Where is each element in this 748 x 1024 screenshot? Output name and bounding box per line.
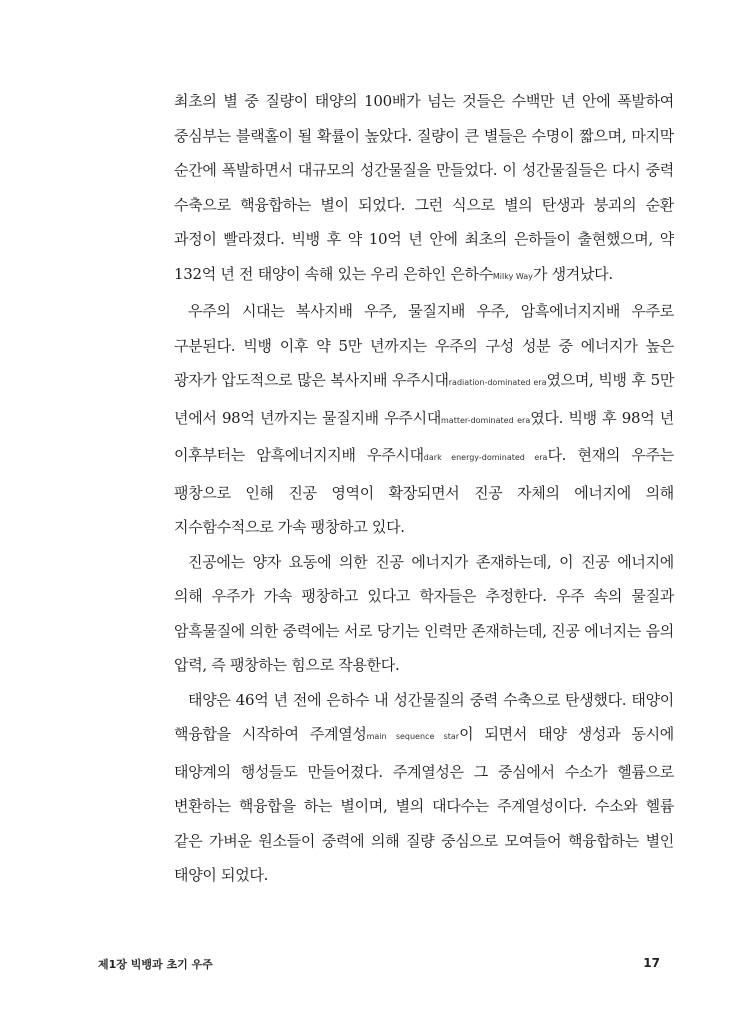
page-body xyxy=(174,84,674,893)
chapter-title: 제1장 빅뱅과 초기 우주 xyxy=(98,958,213,971)
paragraph-2-text-2: 였으며, 빅뱅 후 5만 년에서 98억 년까지는 물질지배 우주시대 xyxy=(174,371,675,427)
paragraph-3 xyxy=(174,545,674,683)
gloss-matter-dominated-era: matter-dominated era xyxy=(441,415,531,425)
paragraph-1 xyxy=(174,84,674,294)
gloss-main-sequence-star: main sequence star xyxy=(366,732,460,741)
paragraph-2-text-3: 였다. 빅뱅 후 98억 년 이후부터는 암흑에너지지배 우주시대 xyxy=(174,408,674,464)
paragraph-2 xyxy=(174,294,674,545)
paragraph-1-text-2: 가 생겨났다. xyxy=(532,264,613,283)
paragraph-4-text-2: 이 되면서 태양 생성과 동시에 태양계의 행성들도 만들어졌다. 주계열성은 그 중심에서 수소가 헬륨으로 변환하는 핵융합을 하는 별이며, 별의 대다수는 주계열성이다. 수소와 헬륨 같은 가벼운 원소들이 중력에 의해 질량 중심으로 모여들어 핵융합하는 별인 태양이 되었다. xyxy=(174,725,674,884)
paragraph-1-text-1: 최초의 별 중 질량이 태양의 100배가 넘는 것들은 수백만 년 안에 폭발하여 중심부는 블랙홀이 될 확률이 높았다. 질량이 큰 별들은 수명이 짧으며, 마지막 순간에 폭발하면서 대규모의 성간물질을 만들었다. 이 성간물질들은 다시 중력 수축으로 핵융합하는 별이 되었다. 그런 식으로 별의 탄생과 붕괴의 순환 과정이 빨라졌다. 빅뱅 후 약 10억 년 안에 최초의 은하들이 출현했으며, 약 132억 년 전 태양이 속해 있는 우리 은하인 은하수 xyxy=(174,92,674,283)
gloss-radiation-dominated-era: radiation-dominated era xyxy=(448,378,547,387)
paragraph-4-text-1: 태양은 46억 년 전에 은하수 내 성간물질의 중력 수축으로 탄생했다. 태양이 핵융합을 시작하여 주계열성 xyxy=(174,690,674,743)
paragraph-4 xyxy=(174,683,674,893)
paragraph-2-text-1: 우주의 시대는 복사지배 우주, 물질지배 우주, 암흑에너지지배 우주로 구분된다. 빅뱅 이후 약 5만 년까지는 우주의 구성 성분 중 에너지가 높은 광자가 압도적으로 많은 복사지배 우주시대 xyxy=(174,302,674,389)
gloss-dark-energy-dominated-era: dark energy-dominated era xyxy=(423,453,548,462)
gloss-milky-way: Milky Way xyxy=(492,271,533,281)
page-number: 17 xyxy=(643,956,660,970)
paragraph-3-text-1: 진공에는 양자 요동에 의한 진공 에너지가 존재하는데, 이 진공 에너지에 의해 우주가 가속 팽창하고 있다고 학자들은 추정한다. 우주 속의 물질과 암흑물질에 의한 중력에는 서로 당기는 인력만 존재하는데, 진공 에너지는 음의 압력, 즉 팽창하는 힘으로 작용한다. xyxy=(174,552,674,674)
paragraph-2-text-4: 다. 현재의 우주는 팽창으로 인해 진공 영역이 확장되면서 진공 자체의 에너지에 의해 지수함수적으로 가속 팽창하고 있다. xyxy=(174,446,674,536)
